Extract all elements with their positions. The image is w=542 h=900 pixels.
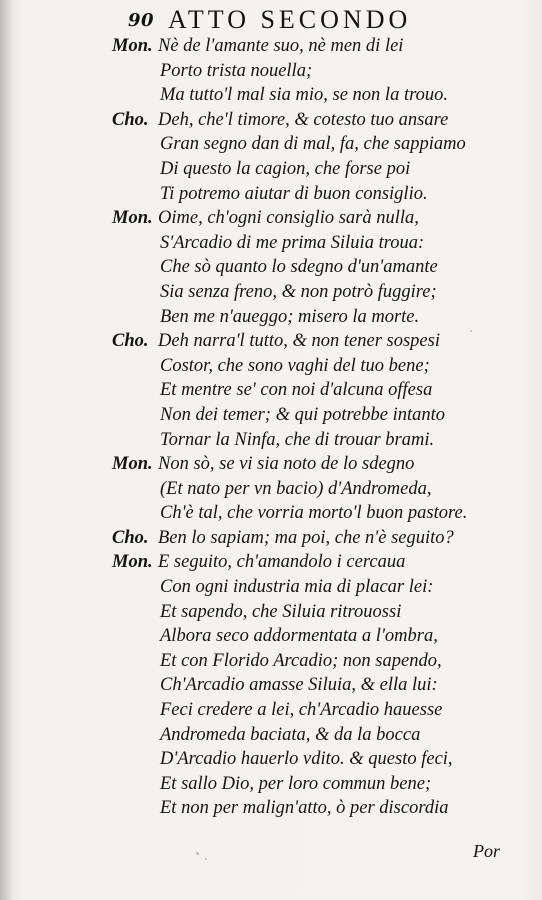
page-header xyxy=(128,4,488,36)
verse-line xyxy=(0,624,542,649)
verse-line xyxy=(0,378,542,403)
verse-line xyxy=(0,132,542,157)
verse-line xyxy=(0,354,542,379)
verse-line xyxy=(0,747,542,772)
catchword: Por xyxy=(473,841,500,861)
verse-text: (Et nato per vn bacio) d'Andromeda, xyxy=(160,478,432,499)
verse-line xyxy=(0,280,542,305)
verse-text: Gran segno dan di mal, fa, che sappiamo xyxy=(160,134,466,155)
verse-text: Che sò quanto lo sdegno d'un'amante xyxy=(160,257,438,278)
verse-line xyxy=(0,108,542,133)
verse-line xyxy=(0,673,542,698)
verse-text: Non dei temer; & qui potrebbe intanto xyxy=(160,404,445,425)
verse-text: Feci credere a lei, ch'Arcadio hauesse xyxy=(160,700,443,721)
verse-text: D'Arcadio hauerlo vdito. & questo feci, xyxy=(160,749,453,770)
verse-line xyxy=(0,575,542,600)
verse-line xyxy=(0,182,542,207)
verse-text: Et con Florido Arcadio; non sapendo, xyxy=(160,650,442,671)
verse-block xyxy=(0,34,542,821)
verse-text: Oime, ch'ogni consiglio sarà nulla, xyxy=(158,208,419,229)
verse-text: Ch'Arcadio amasse Siluia, & ella lui: xyxy=(160,675,438,696)
verse-line xyxy=(0,206,542,231)
verse-line xyxy=(0,477,542,502)
verse-line xyxy=(0,34,542,59)
ink-speck xyxy=(470,330,472,332)
verse-text: Tornar la Ninfa, che di trouar brami. xyxy=(160,429,435,450)
verse-text: Porto trista nouella; xyxy=(160,60,313,81)
verse-text: Et mentre se' con noi d'alcuna offesa xyxy=(160,380,433,401)
verse-text: Ti potremo aiutar di buon consiglio. xyxy=(160,183,428,204)
verse-text: Nè de l'amante suo, nè men di lei xyxy=(158,36,404,56)
verse-line xyxy=(0,600,542,625)
verse-text: Deh narra'l tutto, & non tener sospesi xyxy=(158,331,440,352)
verse-text: Ch'è tal, che vorria morto'l buon pastore. xyxy=(160,503,468,524)
verse-text: Andromeda baciata, & da la bocca xyxy=(160,724,421,745)
verse-text: Ben me n'aueggo; misero la morte. xyxy=(160,306,420,327)
verse-text: Di questo la cagion, che forse poi xyxy=(160,158,411,179)
verse-line xyxy=(0,83,542,108)
verse-line xyxy=(0,796,542,821)
verse-text: Ma tutto'l mal sia mio, se non la trouo. xyxy=(160,85,448,106)
verse-text: Ben lo sapiam; ma poi, che n'è seguito? xyxy=(158,527,454,548)
verse-line xyxy=(0,698,542,723)
verse-line xyxy=(0,403,542,428)
speaker-label: Cho. xyxy=(112,109,149,130)
verse-text: Costor, che sono vaghi del tuo bene; xyxy=(160,355,430,376)
verse-text: Sia senza freno, & non potrò fuggire; xyxy=(160,281,437,302)
verse-line xyxy=(0,452,542,477)
verse-text: Albora seco addormentata a l'ombra, xyxy=(160,626,438,647)
speaker-label: Mon. xyxy=(112,552,153,573)
verse-line xyxy=(0,59,542,84)
speaker-label: Mon. xyxy=(112,454,153,475)
verse-text: Con ogni industria mia di placar lei: xyxy=(160,577,434,598)
verse-line xyxy=(0,723,542,748)
running-head: ATTO SECONDO xyxy=(168,5,412,34)
verse-line xyxy=(0,649,542,674)
verse-line xyxy=(0,550,542,575)
verse-line xyxy=(0,305,542,330)
verse-text: Deh, che'l timore, & cotesto tuo ansare xyxy=(158,109,449,130)
verse-line xyxy=(0,157,542,182)
verse-line xyxy=(0,231,542,256)
verse-text: Et non per malign'atto, ò per discordia xyxy=(160,798,449,819)
speaker-label: Cho. xyxy=(112,527,149,548)
verse-text: Non sò, se vi sia noto de lo sdegno xyxy=(158,454,415,475)
verse-text: Et sallo Dio, per loro commun bene; xyxy=(160,773,432,794)
verse-text: Et sapendo, che Siluia ritrouossi xyxy=(160,601,402,622)
verse-line xyxy=(0,772,542,797)
verse-line xyxy=(0,255,542,280)
page-number: 90 xyxy=(128,10,155,31)
verse-line xyxy=(0,428,542,453)
verse-line xyxy=(0,526,542,551)
verse-text: S'Arcadio di me prima Siluia troua: xyxy=(160,232,425,253)
verse-text: E seguito, ch'amandolo i cercaua xyxy=(158,552,406,573)
verse-line xyxy=(0,329,542,354)
ink-speck xyxy=(196,852,199,855)
speaker-label: Mon. xyxy=(112,208,153,229)
verse-line xyxy=(0,501,542,526)
speaker-label: Cho. xyxy=(112,331,149,352)
speaker-label: Mon. xyxy=(112,36,153,56)
ink-speck xyxy=(205,858,207,860)
